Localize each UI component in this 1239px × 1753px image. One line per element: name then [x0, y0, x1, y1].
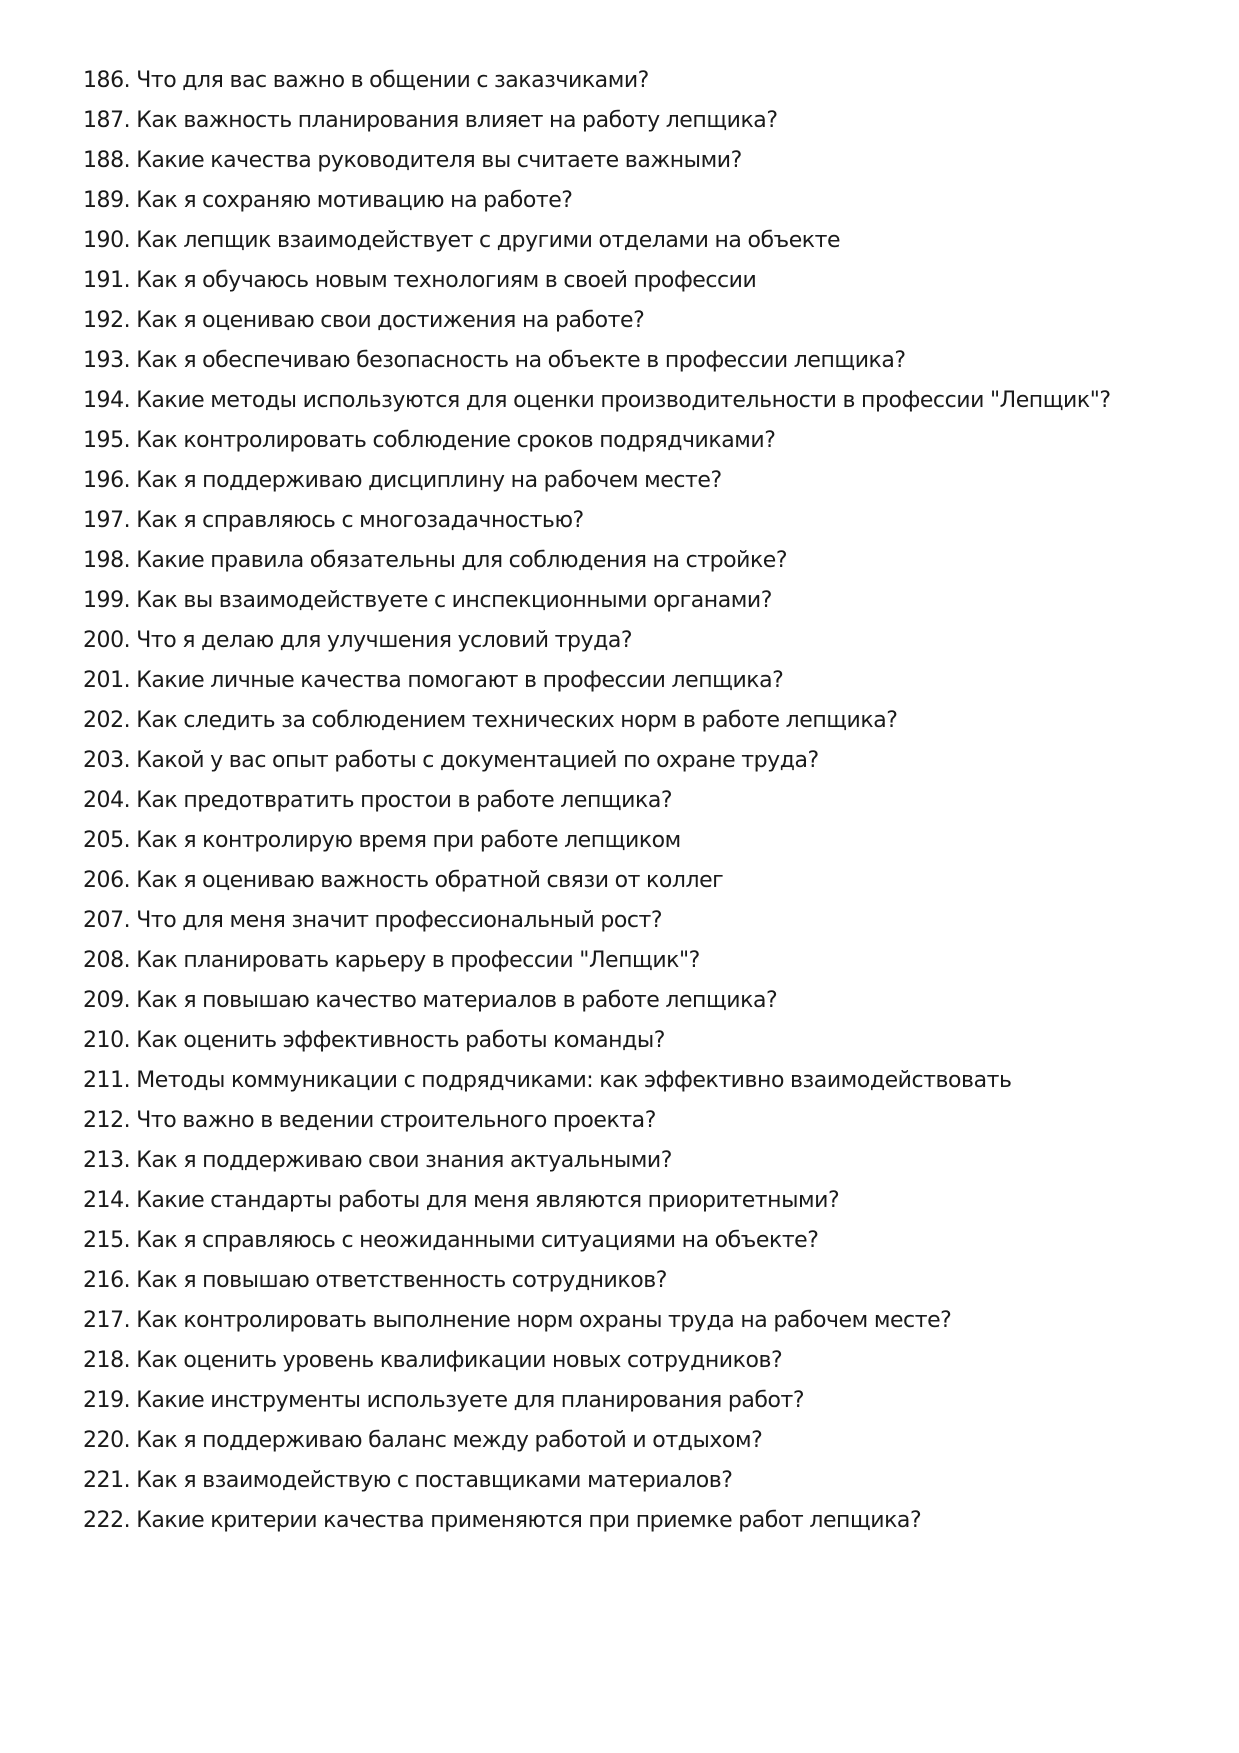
question-text: Какой у вас опыт работы с документацией по охране труда?	[136, 748, 819, 773]
question-number: 195.	[83, 428, 131, 453]
question-text: Что для вас важно в общении с заказчиками?	[136, 68, 649, 93]
list-item	[83, 381, 1203, 421]
question-text: Как я поддерживаю свои знания актуальными?	[136, 1148, 673, 1173]
list-item	[83, 701, 1203, 741]
question-text: Как лепщик взаимодействует с другими отделами на объекте	[136, 228, 841, 253]
list-item	[83, 1021, 1203, 1061]
list-item	[83, 541, 1203, 581]
list-item	[83, 1341, 1203, 1381]
question-number: 190.	[83, 228, 131, 253]
question-number: 207.	[83, 908, 131, 933]
question-number: 214.	[83, 1188, 131, 1213]
question-text: Как я оцениваю важность обратной связи от коллег	[136, 868, 724, 893]
question-text: Как я поддерживаю дисциплину на рабочем месте?	[136, 468, 722, 493]
question-number: 222.	[83, 1508, 131, 1533]
question-text: Как планировать карьеру в профессии "Лепщик"?	[136, 948, 700, 973]
question-number: 187.	[83, 108, 131, 133]
question-text: Как я контролирую время при работе лепщиком	[136, 828, 681, 853]
list-item	[83, 221, 1203, 261]
list-item	[83, 1301, 1203, 1341]
question-number: 202.	[83, 708, 131, 733]
list-item	[83, 1181, 1203, 1221]
list-item	[83, 781, 1203, 821]
question-number: 197.	[83, 508, 131, 533]
list-item	[83, 141, 1203, 181]
list-item	[83, 181, 1203, 221]
question-text: Какие инструменты используете для планирования работ?	[136, 1388, 805, 1413]
question-text: Как предотвратить простои в работе лепщика?	[136, 788, 673, 813]
list-item	[83, 901, 1203, 941]
question-text: Как я повышаю качество материалов в работе лепщика?	[136, 988, 778, 1013]
list-item	[83, 821, 1203, 861]
question-number: 206.	[83, 868, 131, 893]
list-item	[83, 1261, 1203, 1301]
list-item	[83, 581, 1203, 621]
question-text: Как я оцениваю свои достижения на работе?	[136, 308, 645, 333]
question-text: Как следить за соблюдением технических норм в работе лепщика?	[136, 708, 898, 733]
list-item	[83, 1421, 1203, 1461]
question-text: Как я обучаюсь новым технологиям в своей профессии	[136, 268, 757, 293]
question-text: Как я сохраняю мотивацию на работе?	[136, 188, 573, 213]
list-item	[83, 1501, 1203, 1541]
question-number: 218.	[83, 1348, 131, 1373]
question-number: 191.	[83, 268, 131, 293]
list-item	[83, 421, 1203, 461]
question-list	[83, 61, 1203, 1541]
list-item	[83, 1461, 1203, 1501]
question-number: 188.	[83, 148, 131, 173]
question-number: 186.	[83, 68, 131, 93]
question-text: Какие критерии качества применяются при приемке работ лепщика?	[136, 1508, 922, 1533]
list-item	[83, 501, 1203, 541]
question-number: 189.	[83, 188, 131, 213]
question-text: Как контролировать соблюдение сроков подрядчиками?	[136, 428, 776, 453]
list-item	[83, 941, 1203, 981]
list-item	[83, 61, 1203, 101]
list-item	[83, 1101, 1203, 1141]
question-text: Как я взаимодействую с поставщиками материалов?	[136, 1468, 733, 1493]
question-text: Какие личные качества помогают в профессии лепщика?	[136, 668, 784, 693]
question-text: Как оценить уровень квалификации новых сотрудников?	[136, 1348, 783, 1373]
question-text: Методы коммуникации с подрядчиками: как эффективно взаимодействовать	[136, 1068, 1012, 1093]
question-number: 203.	[83, 748, 131, 773]
question-text: Какие методы используются для оценки производительности в профессии "Лепщик"?	[136, 388, 1111, 413]
question-text: Как оценить эффективность работы команды?	[136, 1028, 666, 1053]
question-text: Какие качества руководителя вы считаете важными?	[136, 148, 742, 173]
question-text: Как контролировать выполнение норм охраны труда на рабочем месте?	[136, 1308, 952, 1333]
question-text: Как я справляюсь с многозадачностью?	[136, 508, 584, 533]
list-item	[83, 301, 1203, 341]
question-number: 193.	[83, 348, 131, 373]
question-number: 219.	[83, 1388, 131, 1413]
question-number: 216.	[83, 1268, 131, 1293]
question-text: Какие стандарты работы для меня являются приоритетными?	[136, 1188, 840, 1213]
list-item	[83, 661, 1203, 701]
question-number: 205.	[83, 828, 131, 853]
question-number: 199.	[83, 588, 131, 613]
list-item	[83, 981, 1203, 1021]
question-number: 192.	[83, 308, 131, 333]
list-item	[83, 741, 1203, 781]
question-number: 212.	[83, 1108, 131, 1133]
question-number: 213.	[83, 1148, 131, 1173]
list-item	[83, 461, 1203, 501]
question-number: 196.	[83, 468, 131, 493]
list-item	[83, 621, 1203, 661]
question-number: 200.	[83, 628, 131, 653]
list-item	[83, 341, 1203, 381]
question-text: Как вы взаимодействуете с инспекционными органами?	[136, 588, 772, 613]
question-number: 204.	[83, 788, 131, 813]
question-number: 201.	[83, 668, 131, 693]
question-number: 211.	[83, 1068, 131, 1093]
question-text: Как я повышаю ответственность сотрудников?	[136, 1268, 667, 1293]
list-item	[83, 101, 1203, 141]
question-text: Как я обеспечиваю безопасность на объекте в профессии лепщика?	[136, 348, 906, 373]
list-item	[83, 1381, 1203, 1421]
question-number: 221.	[83, 1468, 131, 1493]
question-text: Как я поддерживаю баланс между работой и отдыхом?	[136, 1428, 763, 1453]
question-text: Что важно в ведении строительного проекта?	[136, 1108, 656, 1133]
list-item	[83, 1221, 1203, 1261]
question-number: 215.	[83, 1228, 131, 1253]
list-item	[83, 1061, 1203, 1101]
list-item	[83, 261, 1203, 301]
question-text: Как я справляюсь с неожиданными ситуациями на объекте?	[136, 1228, 819, 1253]
question-number: 198.	[83, 548, 131, 573]
question-text: Что для меня значит профессиональный рост?	[136, 908, 663, 933]
question-number: 194.	[83, 388, 131, 413]
question-text: Какие правила обязательны для соблюдения на стройке?	[136, 548, 788, 573]
list-item	[83, 1141, 1203, 1181]
question-number: 210.	[83, 1028, 131, 1053]
question-number: 217.	[83, 1308, 131, 1333]
question-text: Что я делаю для улучшения условий труда?	[136, 628, 633, 653]
question-number: 209.	[83, 988, 131, 1013]
question-text: Как важность планирования влияет на работу лепщика?	[136, 108, 778, 133]
question-number: 208.	[83, 948, 131, 973]
question-number: 220.	[83, 1428, 131, 1453]
list-item	[83, 861, 1203, 901]
